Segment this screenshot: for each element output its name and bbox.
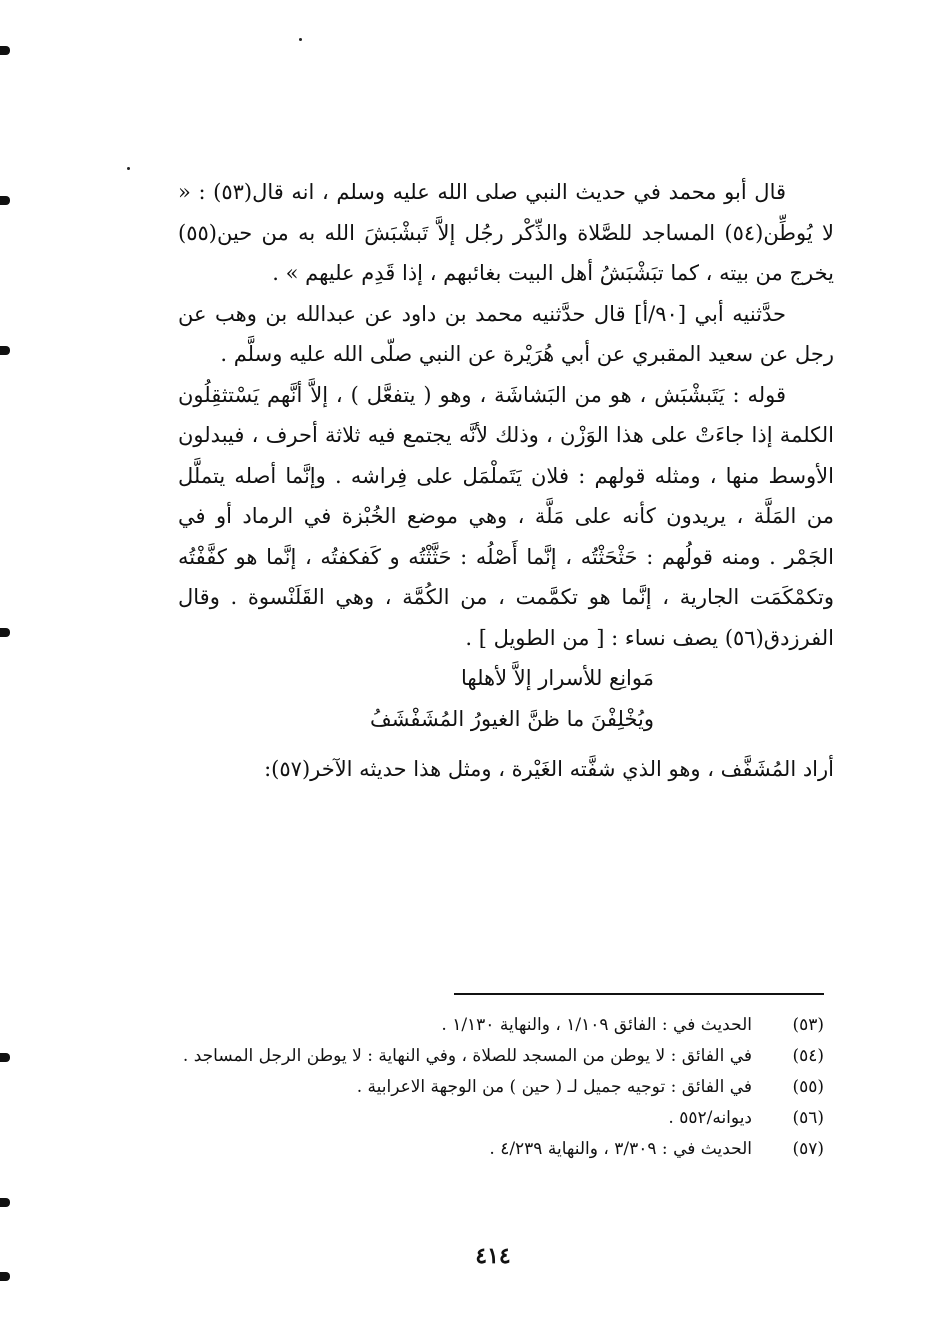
binding-mark — [0, 196, 10, 205]
paragraph-isnad: حدَّثنيه أبي [٩٠/أ] قال حدَّثنيه محمد بن داود عن عبدالله بن وهب عن رجل عن سعيد المقبري عن أبي هُرَيْرة عن النبي صلّى الله عليه وسلَّم . — [178, 301, 834, 366]
footnote-text: الحديث في : ٣/٣٠٩ ، والنهاية ٤/٢٣٩ . — [489, 1139, 752, 1159]
main-text — [178, 172, 834, 790]
poem-hemistich-first: مَوانِع للأسرار إلاَّ لأهلها — [461, 666, 654, 690]
paragraph-final: أراد المُشَفَّف ، وهو الذي شفَّته الغَيْرة ، ومثل هذا حديثه الآخر(٥٧): — [264, 757, 834, 781]
footnote-separator — [454, 993, 824, 995]
footnote-number: (٥٧) — [792, 1139, 824, 1159]
footnote — [176, 1010, 824, 1041]
footnote-number: (٥٥) — [792, 1077, 824, 1097]
footnote-number: (٥٣) — [792, 1015, 824, 1035]
footnote-text: ديوانه/٥٥٢ . — [668, 1108, 752, 1128]
binding-mark — [0, 1053, 10, 1062]
scan-speck — [127, 167, 130, 170]
binding-mark — [0, 628, 10, 637]
footnote-text: الحديث في : الفائق ١/١٠٩ ، والنهاية ١/١٣٠ . — [441, 1015, 752, 1035]
poem-verse — [178, 658, 834, 739]
binding-mark — [0, 1198, 10, 1207]
footnote-number: (٥٦) — [792, 1108, 824, 1128]
footnote — [176, 1072, 824, 1103]
footnote — [176, 1103, 824, 1134]
footnotes — [176, 1010, 824, 1165]
binding-mark — [0, 46, 10, 55]
poem-hemistich-second: ويُخْلِفْنَ ما ظنَّ الغيورُ المُشَفْشَفُ — [369, 706, 654, 731]
footnote-text: في الفائق : توجيه جميل لـ ( حين ) من الوجهة الاعرابية . — [356, 1077, 752, 1097]
footnote-number: (٥٤) — [792, 1046, 824, 1066]
footnote — [176, 1134, 824, 1165]
page-number: ٤١٤ — [475, 1243, 511, 1269]
footnote-text: في الفائق : لا يوطن من المسجد للصلاة ، وفي النهاية : لا يوطن الرجل المساجد . — [182, 1046, 752, 1066]
binding-mark — [0, 346, 10, 355]
footnote — [176, 1041, 824, 1072]
paragraph-commentary: قوله : يَتَبشْبَش ، هو من البَشاشَة ، وهو ( يتفعَّل ) ، إلاَّ أنَّهم يَسْتثقِلُون الكلمة إذا جاءَتْ على هذا الوَزْن ، وذلك لأنَّه يجتمع فيه ثلاثة أحرف ، فيبدلون الأوسط منها ، ومثله قولهم : فلان يَتَملْمَل على فِراشه . وإنَّما أصله يتملَّل من المَلَّة ، يريدون كأنه على مَلَّة ، وهي موضع الخُبْزة في الرماد أو في الجَمْر . ومنه قولُهم : حَثْحَثْتُه ، إنَّما أَصْلُه : حَثَّثْتُه و كَفكفتُه ، إنَّما هو كفَّفْتُه وتكمْكَمَت الجارية ، إنَّما هو تكمَّمت ، من الكُمَّة ، وهي القَلَنْسوة . وقال الفرزدق(٥٦) يصف نساء : [ من الطويل ] . — [178, 382, 834, 650]
paragraph-hadith: قال أبو محمد في حديث النبي صلى الله عليه وسلم ، انه قال(٥٣) : « لا يُوطِّن(٥٤) المساجد للصَّلاة والذِّكْر رجُل إلاَّ تَبشْبَشَ الله به من حين(٥٥) يخرج من بيته ، كما تبَشْبَشُ أهل البيت بغائبهم ، إذا قَدِم عليهم » . — [178, 180, 834, 285]
binding-mark — [0, 1272, 10, 1281]
scan-speck — [299, 38, 302, 41]
